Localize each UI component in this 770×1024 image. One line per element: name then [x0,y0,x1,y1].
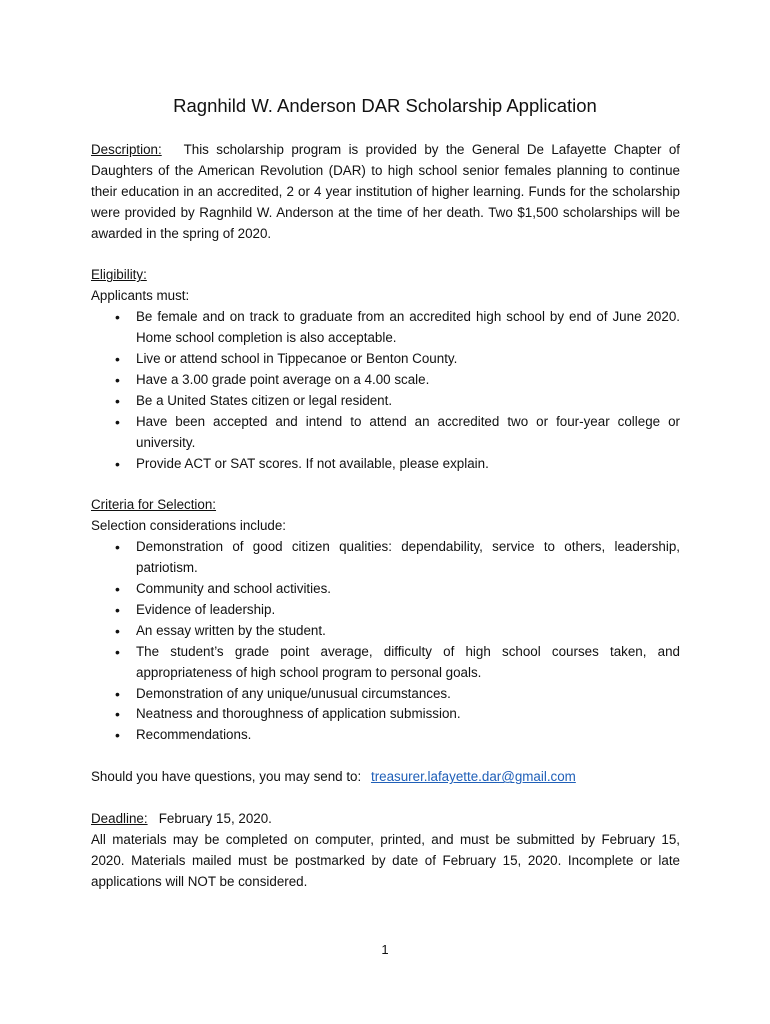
list-item: • Demonstration of good citizen qualities: dependability, service to others, leadership, patriotism. [91,537,680,579]
contact-email-link[interactable]: treasurer.lafayette.dar@gmail.com [370,769,576,785]
list-item: • Have been accepted and intend to attend an accredited two or four-year college or university. [91,412,680,454]
deadline-line [91,809,680,830]
list-item: • Be female and on track to graduate from an accredited high school by end of June 2020. Home school completion is also acceptable. [91,307,680,349]
description-text: This scholarship program is provided by the General De Lafayette Chapter of Daughters of the American Revolution (DAR) to high school senior females planning to continue their education in an accredited, 2 or 4 year institution of higher learning. Funds for the scholarship were provided by Ragnhild W. Anderson at the time of her death. Two $1,500 scholarships will be awarded in the spring of 2020. [91,142,680,241]
criteria-list [91,537,680,746]
page-number: 1 [381,942,389,957]
list-item: • Evidence of leadership. [91,600,680,621]
list-item: • Provide ACT or SAT scores. If not available, please explain. [91,454,680,475]
list-item: • Have a 3.00 grade point average on a 4.00 scale. [91,370,680,391]
list-item: • Be a United States citizen or legal resident. [91,391,680,412]
eligibility-intro: Applicants must: [91,288,190,304]
criteria-intro: Selection considerations include: [91,518,287,534]
document-title: Ragnhild W. Anderson DAR Scholarship Application [173,95,597,116]
criteria-heading: Criteria for Selection: [91,497,217,513]
eligibility-list [91,307,680,474]
list-item: • Recommendations. [91,725,680,746]
description-heading: Description: [91,142,162,157]
deadline-text: All materials may be completed on computer, printed, and must be submitted by February 15, 2020. Materials mailed must be postmarked by date of February 15, 2020. Incomplete or late applications will NOT be considered. [91,831,680,889]
contact-text: Should you have questions, you may send to: [91,769,362,785]
contact-line [91,767,680,788]
list-item: • An essay written by the student. [91,621,680,642]
list-item: • Demonstration of any unique/unusual circumstances. [91,684,680,705]
list-item: • Neatness and thoroughness of application submission. [91,704,680,725]
list-item: • Live or attend school in Tippecanoe or Benton County. [91,349,680,370]
description-section [91,140,680,245]
deadline-heading: Deadline: [91,810,148,826]
list-item: • Community and school activities. [91,579,680,600]
deadline-date: February 15, 2020. [158,810,272,826]
eligibility-heading: Eligibility: [91,267,147,283]
document-body [91,140,680,893]
list-item: • The student’s grade point average, difficulty of high school courses taken, and appropriateness of high school program to personal goals. [91,642,680,684]
